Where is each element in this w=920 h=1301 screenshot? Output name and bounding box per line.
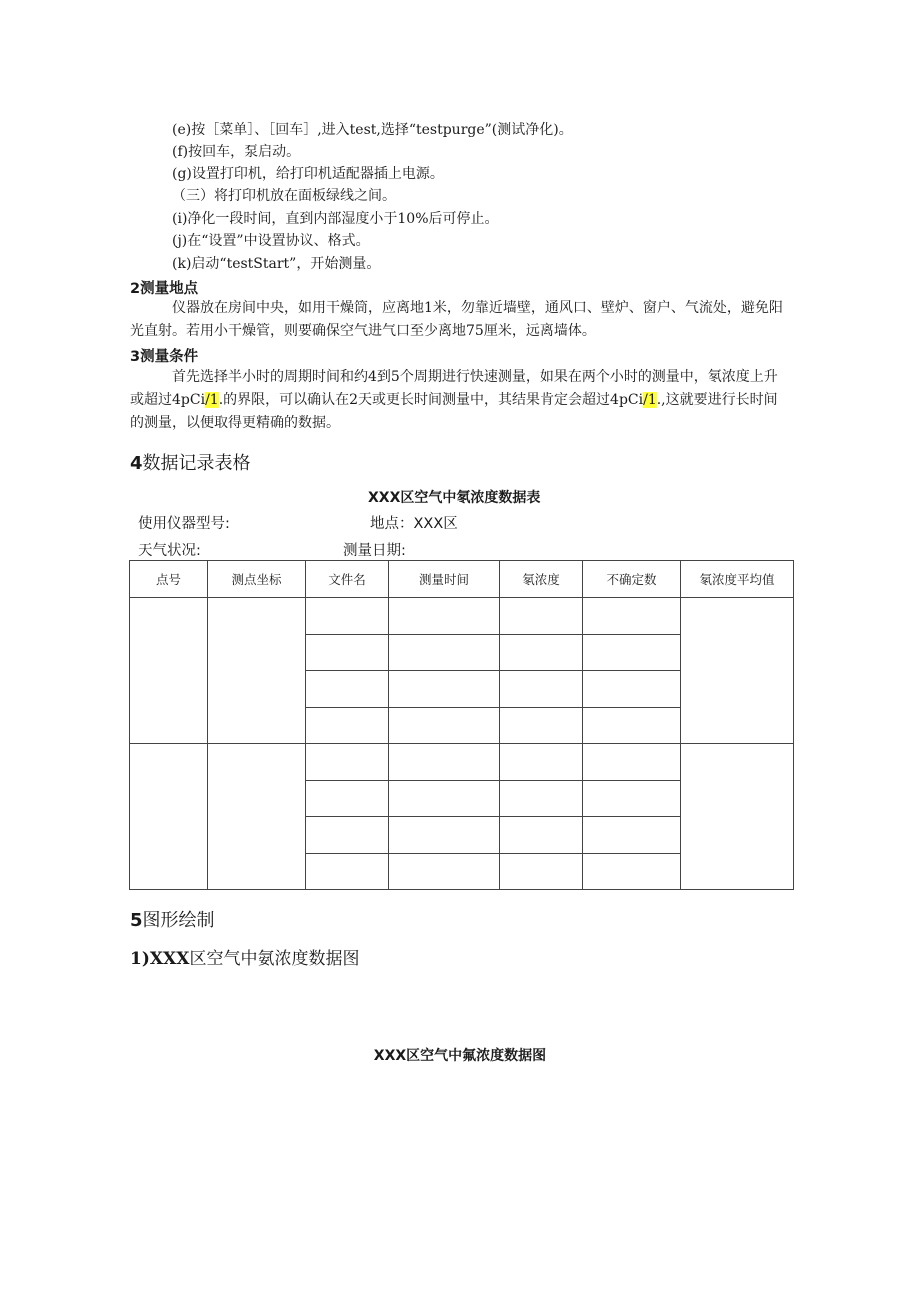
chart-sub-heading <box>130 944 359 969</box>
weather-label: 天气状况: <box>138 543 201 559</box>
cell-measure-time <box>389 707 500 744</box>
chart-title: XXX区空气中氟浓度数据图 <box>373 1048 547 1064</box>
cell-measure-time <box>389 598 500 635</box>
cell-file-name <box>306 780 389 817</box>
cell-uncertainty <box>583 707 681 744</box>
cell-measure-time <box>389 817 500 854</box>
table-row <box>130 744 794 781</box>
section-2-text: 仪器放在房间中央，如用干燥筒，应离地1米，勿靠近墙壁，通风口、壁炉、窗户、气流处，避免阳光直射。若用小干燥管，则要确保空气进气口至少离地75厘米，远离墙体。 <box>130 300 783 339</box>
section-5-title: 图形绘制 <box>142 910 215 931</box>
cell-radon <box>500 817 583 854</box>
step-k: (k)启动“testStart”，开始测量。 <box>172 256 381 272</box>
cell-measure-time <box>389 780 500 817</box>
cell-radon <box>500 853 583 890</box>
step-j: (j)在“设置”中设置协议、格式。 <box>172 233 370 249</box>
step-g: (g)设置打印机，给打印机适配器插上电源。 <box>172 166 444 182</box>
section-3-heading: 3测量条件 <box>130 349 199 365</box>
cell-file-name <box>306 671 389 708</box>
cell-average <box>681 744 794 890</box>
cell-average <box>681 598 794 744</box>
cell-measure-time <box>389 634 500 671</box>
cell-uncertainty <box>583 853 681 890</box>
cell-radon <box>500 671 583 708</box>
cell-measure-time <box>389 853 500 890</box>
location-label: 地点：XXX区 <box>370 516 458 532</box>
cell-uncertainty <box>583 598 681 635</box>
cell-measure-time <box>389 671 500 708</box>
cell-radon <box>500 744 583 781</box>
cell-file-name <box>306 707 389 744</box>
table-title: XXX区空气中氡浓度数据表 <box>368 490 541 506</box>
cell-file-name <box>306 853 389 890</box>
data-record-table <box>129 560 794 890</box>
cell-radon <box>500 707 583 744</box>
cell-file-name <box>306 817 389 854</box>
cell-uncertainty <box>583 744 681 781</box>
cell-radon <box>500 780 583 817</box>
cell-uncertainty <box>583 634 681 671</box>
table-row <box>130 598 794 635</box>
col-point-no: 点号 <box>130 561 208 598</box>
section-3-text-1: 首先选择半小时的周期时间和约4到5个周期进行快速测量，如果在两个小时的测量中，氡浓度上升或超过4pCi <box>130 369 778 408</box>
cell-coordinates <box>208 598 306 744</box>
step-f: (f)按回车，泵启动。 <box>172 144 301 160</box>
cell-uncertainty <box>583 780 681 817</box>
section-5-heading <box>130 906 215 932</box>
chart-sub-heading-prefix: 1)XXX <box>130 949 190 969</box>
cell-point-no <box>130 598 208 744</box>
cell-radon <box>500 598 583 635</box>
step-e: (e)按［菜单］、［回车］,进入test,选择“testpurge”(测试净化)。 <box>172 122 573 138</box>
highlight-unit-1: /1 <box>205 392 219 408</box>
section-3-body <box>130 366 790 435</box>
cell-coordinates <box>208 744 306 890</box>
instrument-model-label: 使用仪器型号: <box>138 516 230 532</box>
cell-uncertainty <box>583 817 681 854</box>
cell-uncertainty <box>583 671 681 708</box>
cell-measure-time <box>389 744 500 781</box>
col-measure-time: 测量时间 <box>389 561 500 598</box>
section-2-heading: 2测量地点 <box>130 281 199 297</box>
step-i: (i)净化一段时间，直到内部湿度小于10%后可停止。 <box>172 211 499 227</box>
col-radon-concentration: 氡浓度 <box>500 561 583 598</box>
col-coordinates: 测点坐标 <box>208 561 306 598</box>
cell-file-name <box>306 744 389 781</box>
section-4-number: 4 <box>130 453 143 474</box>
measure-date-label: 测量日期: <box>343 543 406 559</box>
section-4-heading <box>130 449 251 475</box>
section-5-number: 5 <box>130 910 143 931</box>
highlight-unit-2: /1 <box>643 392 657 408</box>
cell-radon <box>500 634 583 671</box>
step-h: （三）将打印机放在面板绿线之间。 <box>172 188 396 204</box>
col-average: 氡浓度平均值 <box>681 561 794 598</box>
table-header-row <box>130 561 794 598</box>
section-3-text-2: .的界限，可以确认在2天或更长时间测量中，其结果肯定会超过4pCi <box>218 392 644 408</box>
cell-point-no <box>130 744 208 890</box>
section-2-body <box>130 297 790 343</box>
cell-file-name <box>306 634 389 671</box>
section-4-title: 数据记录表格 <box>142 453 251 474</box>
col-uncertainty: 不确定数 <box>583 561 681 598</box>
cell-file-name <box>306 598 389 635</box>
chart-sub-heading-text: 区空气中氨浓度数据图 <box>189 949 360 969</box>
col-file-name: 文件名 <box>306 561 389 598</box>
section-3-text-3: .,这就要进行长时间的测量，以便取得更精确的数据。 <box>130 392 778 431</box>
